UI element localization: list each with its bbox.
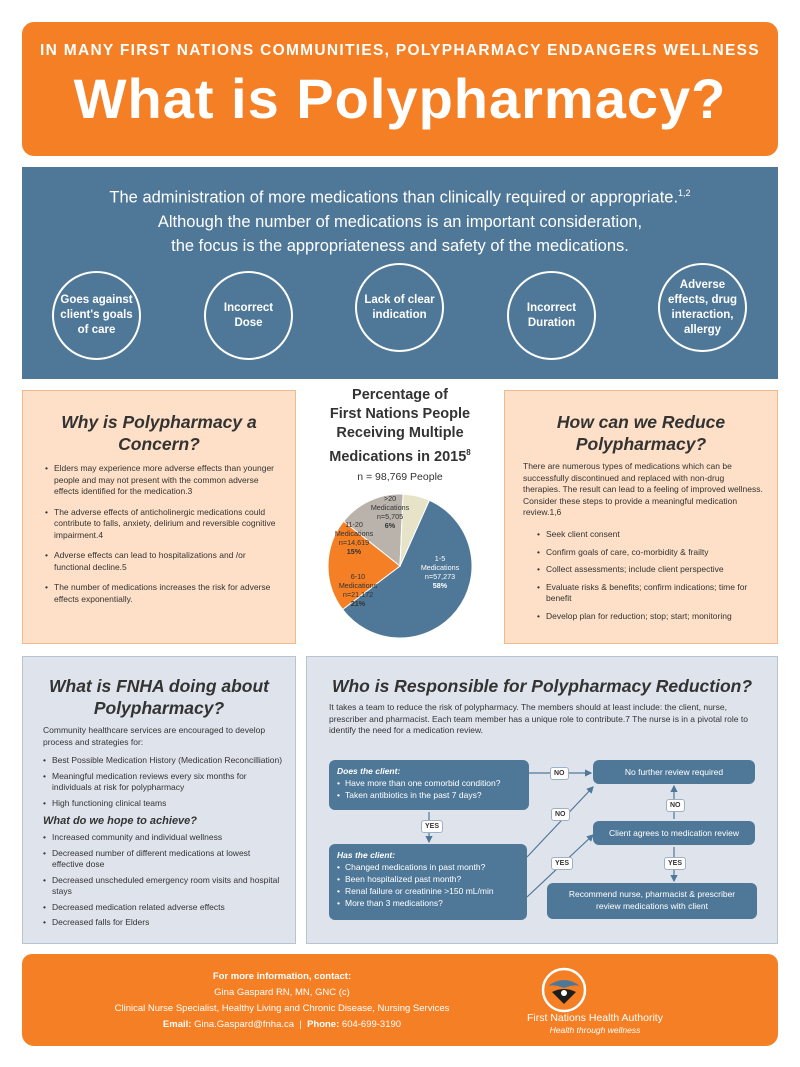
list-item: • Decreased number of different medications at lowest effective dose	[43, 848, 283, 871]
list-item: • Collect assessments; include client perspective	[537, 564, 765, 576]
pie-pct-label: 58%	[432, 581, 448, 590]
org-name: First Nations Health Authority Health through wellness	[510, 1012, 680, 1036]
why-concern-panel	[22, 390, 296, 644]
pie-slice-label: n=14,619	[338, 538, 370, 547]
list-item: • Evaluate risks & benefits; confirm indications; time for benefit	[537, 582, 765, 605]
pie-chart	[306, 486, 494, 646]
list-item: • Changed medications in past month?	[337, 861, 519, 873]
pie-slice-label: 11-20	[345, 520, 363, 529]
hope-list	[43, 832, 283, 933]
criterion-adverse-effects: Adverse effects, drug interaction, allergy	[658, 263, 747, 352]
footer	[22, 954, 778, 1046]
pie-slice-label: n=5,705	[376, 512, 404, 521]
list-item: • The number of medications increases the risk for adverse effects exponentially.	[45, 582, 283, 605]
no-review-box: No further review required	[593, 760, 755, 784]
list-item: • Meaningful medication reviews every six months for individuals at risk for polypharmacy	[43, 771, 283, 794]
tag-no: NO	[551, 808, 570, 821]
how-intro: There are numerous types of medications which can be successfully discontinued and replaced with non-drug therapies. The result can lead to a feeling of improved wellness. Consider these steps to provide a meaningful medication review.1,6	[523, 461, 763, 517]
criterion-incorrect-dose: Incorrect Dose	[204, 271, 293, 360]
list-item: • Seek client consent	[537, 529, 765, 541]
list-item: • Decreased medication related adverse effects	[43, 902, 283, 914]
why-list	[45, 463, 283, 614]
tag-no: NO	[666, 799, 685, 812]
client-agrees-box: Client agrees to medication review	[593, 821, 755, 845]
definition-line-3: the focus is the appropriateness and safety of the medications.	[171, 236, 629, 255]
how-steps-list	[537, 529, 765, 628]
fnha-strategies-list	[43, 755, 283, 813]
list-item: • Confirm goals of care, co-morbidity & frailty	[537, 547, 765, 559]
list-item: • Adverse effects can lead to hospitalizations and /or functional decline.5	[45, 550, 283, 573]
contact-info	[62, 969, 502, 1033]
pie-pct-label: 15%	[346, 547, 362, 556]
arrow-has-no	[527, 787, 593, 857]
pie-chart-section	[306, 382, 494, 652]
criteria-circles	[22, 263, 778, 363]
fnha-intro: Community healthcare services are encouraged to develop process and strategies for:	[43, 725, 266, 747]
criterion-lack-of-indication: Lack of clear indication	[355, 263, 444, 352]
how-reduce-panel	[504, 390, 778, 644]
responsible-title: Who is Responsible for Polypharmacy Reduction?	[331, 676, 753, 696]
definition-band	[22, 167, 778, 379]
list-item: • Been hospitalized past month?	[337, 873, 519, 885]
contact-name: Gina Gaspard RN, MN, GNC (c)	[214, 987, 350, 998]
pie-slice-label: n=57,273	[424, 572, 456, 581]
tag-yes: YES	[551, 857, 573, 870]
list-item: • High functioning clinical teams	[43, 798, 283, 810]
list-item: • Taken antibiotics in the past 7 days?	[337, 789, 521, 801]
header-banner	[22, 22, 778, 156]
responsible-intro: It takes a team to reduce the risk of polypharmacy. The members should at least include: the client, nurse, prescriber and pharmacist. Each team member has a unique role to contribute.7 The nurse is in a pivotal role to identify the need for a medication review.	[329, 702, 748, 735]
pie-slice-label: Medications	[420, 563, 460, 572]
list-item: • Best Possible Medication History (Medication Reconcilliation)	[43, 755, 283, 767]
pie-slice-label: Medications	[338, 581, 378, 590]
tag-yes: YES	[664, 857, 686, 870]
pie-slice-label: Medications	[370, 503, 410, 512]
fnha-title: What is FNHA doing about Polypharmacy?	[48, 676, 269, 718]
pie-slice-label: n=21,172	[342, 590, 374, 599]
list-item: • Decreased unscheduled emergency room visits and hospital stays	[43, 875, 283, 898]
definition-line-1: The administration of more medications than clinically required or appropriate.$^{1,2}$	[109, 188, 691, 207]
pie-pct-label: 21%	[350, 599, 366, 608]
hope-title: What do we hope to achieve?	[43, 815, 198, 827]
does-client-box: Does the client: • Have more than one comorbid condition? • Taken antibiotics in the past 7 days?	[329, 760, 529, 810]
email-link[interactable]: Gina.Gaspard@fnha.ca	[194, 1019, 295, 1030]
definition-line-2: Although the number of medications is an important consideration,	[157, 212, 643, 231]
pie-slice-label: 6-10	[350, 572, 366, 581]
list-item: • The adverse effects of anticholinergic medications could contribute to falls, anxiety, delirium and reversible cognitive impairment.4	[45, 507, 283, 542]
fnha-logo-icon	[540, 966, 588, 1014]
pie-slice-label: >20	[383, 494, 397, 503]
contact-heading: For more information, contact:	[212, 971, 352, 982]
pie-slice-label: 1-5	[434, 554, 446, 563]
list-item: • Decreased falls for Elders	[43, 917, 283, 929]
pie-pct-label: 6%	[384, 521, 396, 530]
has-client-box: Has the client: • Changed medications in past month? • Been hospitalized past month? • Renal failure or creatinine >150 mL/min • More than 3 medications?	[329, 844, 527, 920]
list-item: • Increased community and individual wellness	[43, 832, 283, 844]
list-item: • Have more than one comorbid condition?	[337, 777, 521, 789]
contact-line: Email: Gina.Gaspard@fnha.ca | Phone: 604-699-3190	[162, 1019, 402, 1030]
org-tagline: Health through wellness	[549, 1025, 641, 1035]
contact-role: Clinical Nurse Specialist, Healthy Living and Chronic Disease, Nursing Services	[114, 1003, 450, 1014]
criterion-goals-of-care: Goes against client's goals of care	[52, 271, 141, 360]
responsible-panel	[306, 656, 778, 944]
how-title: How can we Reduce Polypharmacy?	[556, 412, 726, 454]
fnha-panel	[22, 656, 296, 944]
tag-yes: YES	[421, 820, 443, 833]
tag-no: NO	[550, 767, 569, 780]
chart-title: Percentage of First Nations People Receiving Multiple Medications in 2015$^8$	[329, 387, 471, 465]
list-item: • Renal failure or creatinine >150 mL/min	[337, 885, 519, 897]
page-title: What is Polypharmacy?	[73, 67, 727, 130]
recommend-review-box: Recommend nurse, pharmacist & prescriber review medications with client	[547, 883, 757, 919]
list-item: • Develop plan for reduction; stop; start; monitoring	[537, 611, 765, 623]
chart-subtitle: n = 98,769 People	[357, 470, 443, 483]
phone-number: 604-699-3190	[341, 1019, 402, 1030]
list-item: • More than 3 medications?	[337, 897, 519, 909]
header-kicker: IN MANY FIRST NATIONS COMMUNITIES, POLYPHARMACY ENDANGERS WELLNESS	[40, 42, 760, 59]
criterion-incorrect-duration: Incorrect Duration	[507, 271, 596, 360]
pie-slice-label: Medications	[334, 529, 374, 538]
why-title: Why is Polypharmacy a Concern?	[61, 412, 257, 454]
list-item: • Elders may experience more adverse effects than younger people and may not present with the common adverse effects identified for the medication.3	[45, 463, 283, 498]
